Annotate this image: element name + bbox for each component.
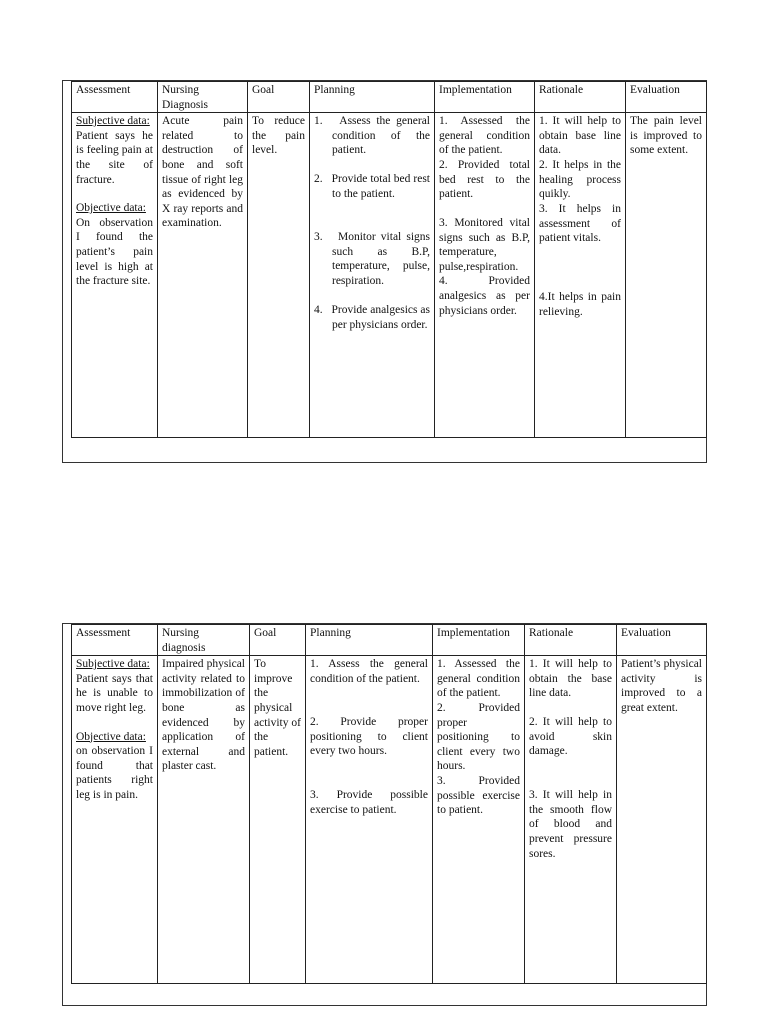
header-rationale: Rationale: [535, 82, 626, 113]
implementation-item: 4. Provided analgesics as per physicians order.: [439, 275, 530, 317]
header-planning: Planning: [306, 625, 433, 656]
objective-data-label: Objective data:: [76, 202, 146, 215]
implementation-cell: [435, 113, 535, 438]
header-assessment: Assessment: [72, 625, 158, 656]
rationale-item: 1. It will help to obtain base line data.: [539, 115, 621, 157]
header-goal: Goal: [248, 82, 310, 113]
implementation-item: 3. Provided possible exercise to patient.: [437, 774, 520, 817]
rationale-item: 3. It helps in assessment of patient vitals.: [539, 202, 621, 245]
goal-cell: To improve the physical activity of the patient.: [250, 656, 306, 984]
assessment-cell: [72, 656, 158, 984]
planning-item: 3. Monitor vital signs such as B.P, temperature, pulse, respiration.: [314, 231, 431, 287]
implementation-item: 1. Assessed the general condition of the patient.: [439, 115, 530, 157]
objective-data-text: On observation I found the patient’s pain level is high at the fracture site.: [76, 216, 153, 288]
nursing-diagnosis-cell: Impaired physical activity related to immobilization of bone as evidenced by application of external and plaster cast.: [158, 656, 250, 984]
planning-cell: [306, 656, 433, 984]
subjective-data-text: Patient says that he is unable to move right leg.: [76, 672, 153, 714]
header-evaluation: Evaluation: [617, 625, 707, 656]
nursing-care-plan-table-1: [71, 81, 707, 438]
header-planning: Planning: [310, 82, 435, 113]
nursing-diagnosis-cell: Acute pain related to destruction of bone and soft tissue of right leg as evidenced by X ray reports and examination.: [158, 113, 248, 438]
objective-data-text: on observation I found that patients right leg is in pain.: [76, 745, 153, 801]
implementation-item: 1. Assessed the general condition of the patient.: [437, 658, 520, 700]
rationale-item: 2. It helps in the healing process quikly.: [539, 159, 621, 201]
objective-data-label: Objective data:: [76, 730, 146, 743]
header-implementation: Implementation: [435, 82, 535, 113]
rationale-cell: [535, 113, 626, 438]
header-nursing-diagnosis: Nursing Diagnosis: [158, 82, 248, 113]
header-rationale: Rationale: [525, 625, 617, 656]
rationale-item: 3. It will help in the smooth flow of blood and prevent pressure sores.: [529, 789, 612, 860]
header-assessment: Assessment: [72, 82, 158, 113]
evaluation-cell: Patient’s physical activity is improved to a great extent.: [617, 656, 707, 984]
goal-cell: To reduce the pain level.: [248, 113, 310, 438]
planning-item: 1. Assess the general condition of the patient.: [314, 115, 430, 157]
evaluation-cell: The pain level is improved to some extent.: [626, 113, 707, 438]
rationale-item: 4.It helps in pain relieving.: [539, 290, 621, 318]
subjective-data-text: Patient says he is feeling pain at the site of fracture.: [76, 129, 153, 186]
assessment-cell: [72, 113, 158, 438]
rationale-item: 1. It will help to obtain the base line data.: [529, 658, 612, 700]
planning-item: 2. Provide proper positioning to client every two hours.: [310, 716, 428, 758]
rationale-cell: [525, 656, 617, 984]
rationale-item: 2. It will help to avoid skin damage.: [529, 716, 612, 758]
header-evaluation: Evaluation: [626, 82, 707, 113]
header-nursing-diagnosis: Nursing diagnosis: [158, 625, 250, 656]
header-implementation: Implementation: [433, 625, 525, 656]
planning-item: 2. Provide total bed rest to the patient.: [314, 173, 430, 200]
planning-item: 4. Provide analgesics as per physicians order.: [314, 304, 430, 331]
implementation-item: 2. Provided total bed rest to the patient.: [439, 158, 530, 201]
subjective-data-label: Subjective data:: [76, 658, 150, 671]
subjective-data-label: Subjective data:: [76, 115, 150, 128]
header-goal: Goal: [250, 625, 306, 656]
planning-item: 3. Provide possible exercise to patient.: [310, 789, 428, 816]
implementation-item: 3. Monitored vital signs such as B.P, temperature, pulse,respiration.: [439, 216, 530, 273]
nursing-care-plan-table-2: [71, 624, 707, 984]
implementation-item: 2. Provided proper positioning to client every two hours.: [437, 701, 520, 773]
planning-cell: [310, 113, 435, 438]
implementation-cell: [433, 656, 525, 984]
planning-item: 1. Assess the general condition of the patient.: [310, 658, 428, 685]
